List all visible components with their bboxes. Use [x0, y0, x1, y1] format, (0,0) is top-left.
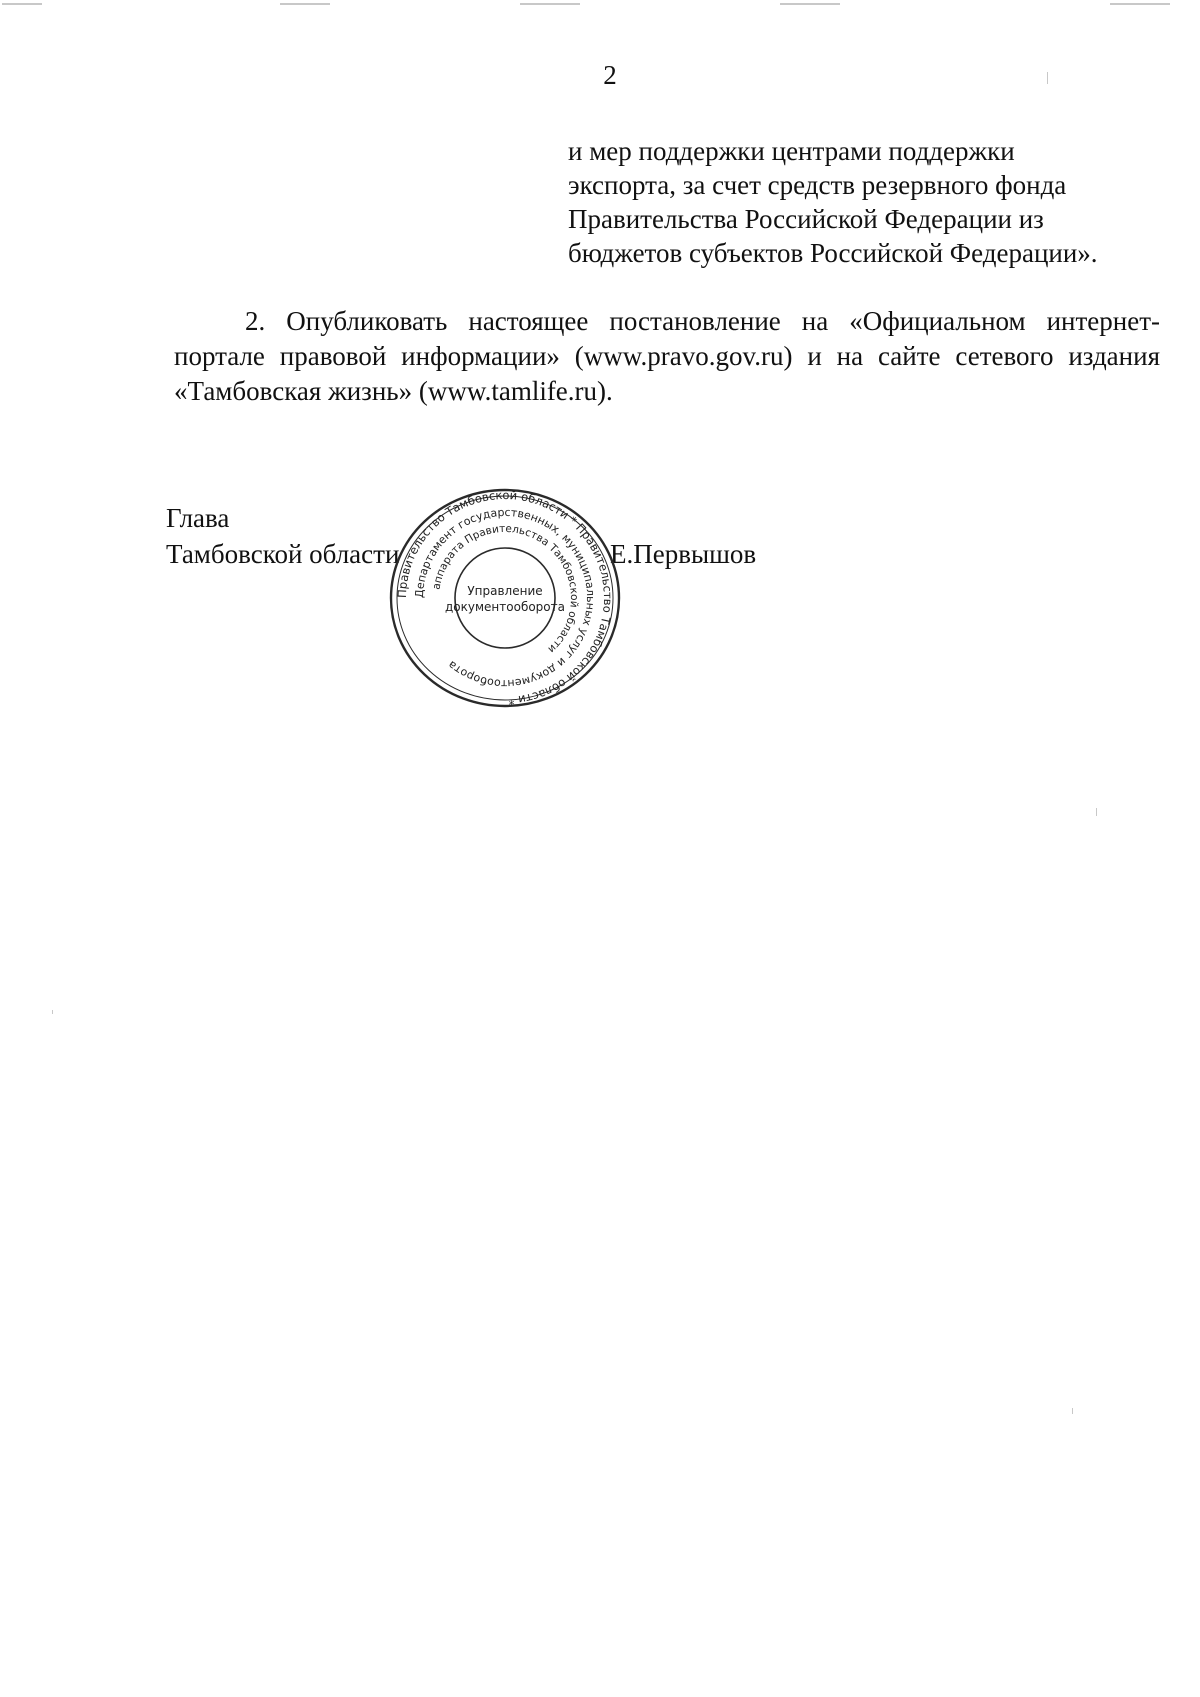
stamp-center-line: документооборота [445, 600, 565, 614]
signer-title-line: Тамбовской области [166, 539, 400, 569]
stamp-inner-textpath: аппарата Правительства Тамбовской области [430, 522, 581, 656]
clause-line: 2. Опубликовать настоящее постановление на «Официальном интернет- [245, 306, 1160, 336]
signer-title-line: Глава [166, 503, 230, 533]
quoted-text-line: и мер поддержки центрами поддержки [568, 136, 1015, 166]
page-number: 2 [603, 60, 617, 90]
stamp-middle-textpath: Департамент государственных, муниципальных услуг и документооборота [412, 505, 598, 691]
stamp-outer-textpath: Правительство Тамбовской области * Правительство Тамбовской области * [394, 487, 616, 708]
clause-line: «Тамбовская жизнь» (www.tamlife.ru). [174, 376, 613, 406]
quoted-text-line: бюджетов субъектов Российской Федерации». [568, 238, 1098, 268]
quoted-text-line: экспорта, за счет средств резервного фонда [568, 170, 1067, 200]
signer-title [166, 500, 399, 572]
clause-2-paragraph [174, 304, 1160, 409]
clause-line: портале правовой информации» (www.pravo.gov.ru) и на сайте сетевого издания [174, 341, 1160, 371]
quoted-text-block [568, 134, 1168, 270]
quoted-text-line: Правительства Российской Федерации из [568, 204, 1044, 234]
stamp-center-line: Управление [467, 584, 543, 598]
signer-name: Е.Первышов [610, 539, 757, 569]
official-round-stamp [386, 484, 624, 712]
